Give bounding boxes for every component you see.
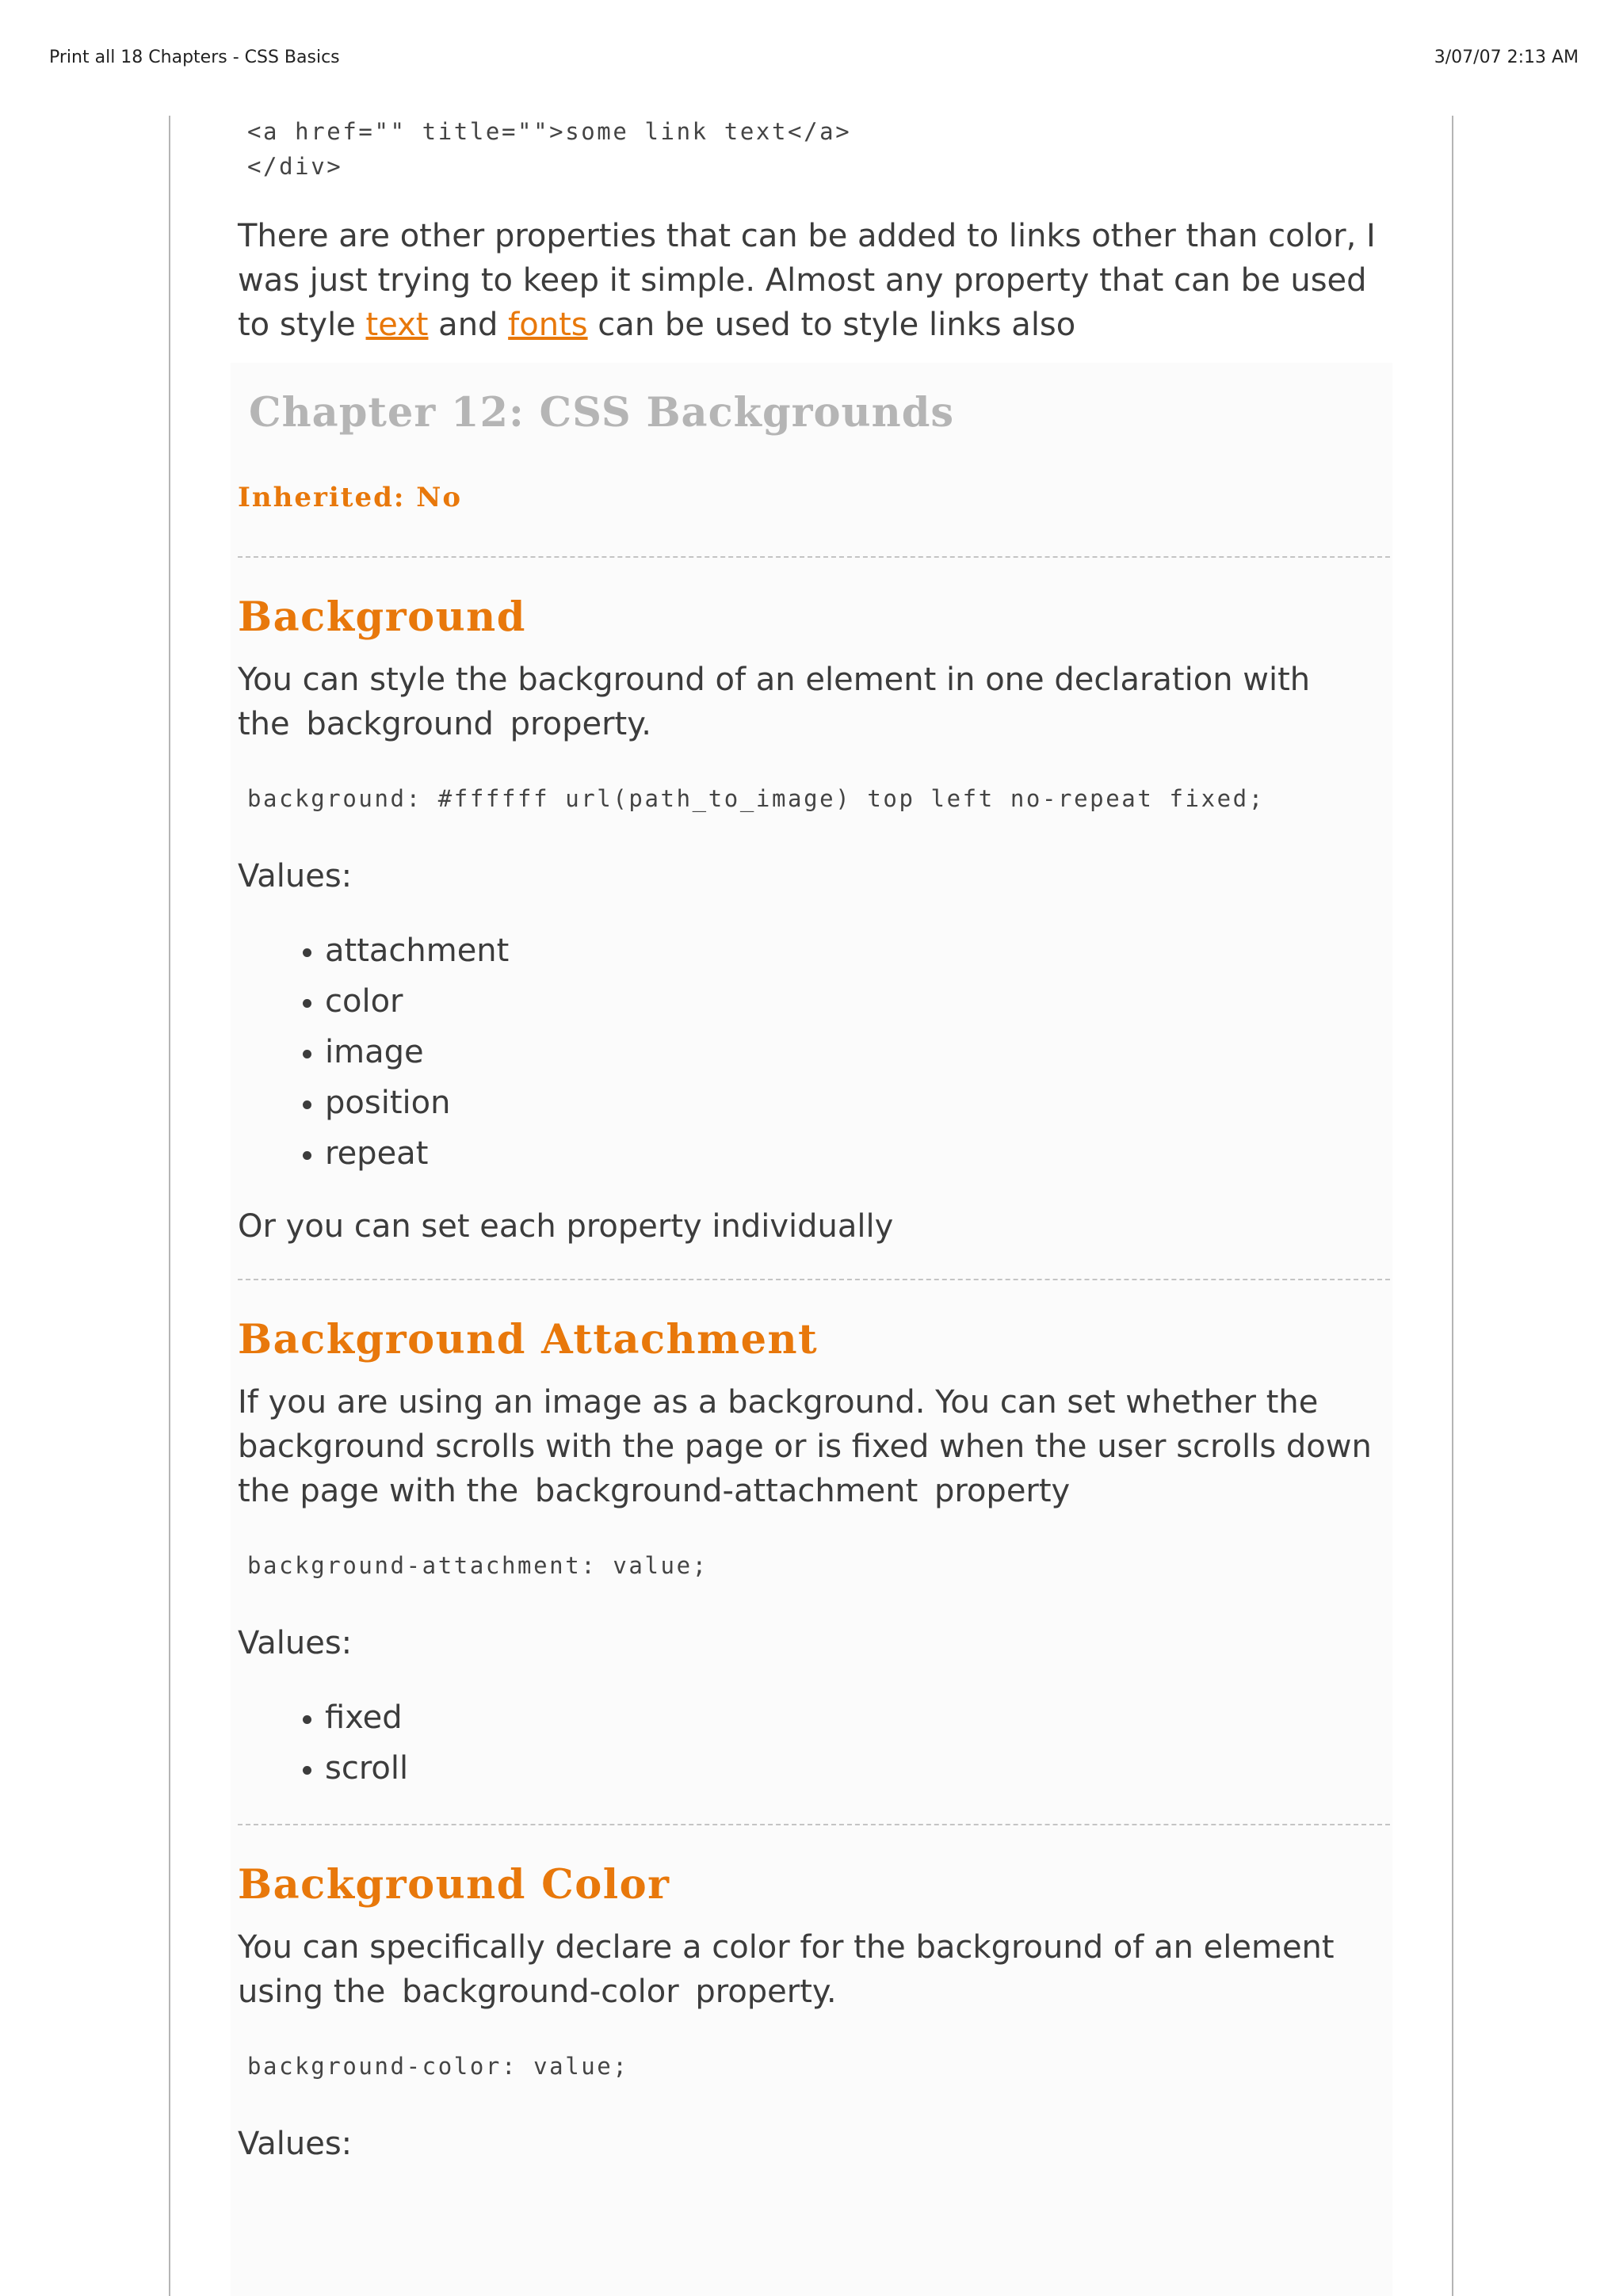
desc-text: property: [924, 1473, 1071, 1509]
attachment-heading: Background Attachment: [238, 1316, 819, 1363]
desc-text: property.: [499, 706, 651, 742]
list-item: • scroll: [325, 1743, 1395, 1794]
print-title: Print all 18 Chapters - CSS Basics: [49, 48, 340, 67]
property-name: background: [306, 706, 494, 742]
values-label: Values:: [238, 2126, 353, 2162]
list-item: • repeat: [325, 1128, 1395, 1179]
color-description: [238, 1925, 1347, 2014]
intro-and: and: [428, 307, 509, 343]
desc-text: property.: [685, 1974, 837, 2010]
right-page-rule: [1452, 116, 1453, 2296]
attachment-code: background-attachment: value;: [247, 1552, 708, 1579]
desc-text: If you are using an image as a background. You can set whether the background scrolls with the page or is fixed when the user scrolls down the page with the: [238, 1384, 1372, 1509]
section-divider: [238, 556, 1390, 558]
values-label: Values:: [238, 858, 353, 894]
list-item: • position: [325, 1077, 1395, 1128]
print-datetime: 3/07/07 2:13 AM: [1434, 48, 1579, 67]
list-item: • attachment: [325, 925, 1395, 976]
list-item: • fixed: [325, 1692, 1395, 1743]
text-link[interactable]: text: [365, 307, 429, 343]
list-item: • image: [325, 1027, 1395, 1077]
fonts-link[interactable]: fonts: [508, 307, 588, 343]
section-divider: [238, 1824, 1390, 1825]
values-label: Values:: [238, 1625, 353, 1661]
attachment-description: [238, 1380, 1379, 1513]
desc-text: You can style the background of an element in one declaration with the: [238, 662, 1311, 742]
article-content: [238, 111, 1395, 2166]
background-code: background: #ffffff url(path_to_image) top left no-repeat fixed;: [247, 785, 1265, 812]
color-heading: Background Color: [238, 1861, 670, 1909]
section-divider: [238, 1279, 1390, 1280]
desc-text: You can specifically declare a color for the background of an element using the: [238, 1929, 1335, 2010]
background-heading: Background: [238, 593, 526, 641]
color-code: background-color: value;: [247, 2053, 629, 2080]
attachment-values-list: [238, 1692, 1395, 1794]
chapter-title: Chapter 12: CSS Backgrounds: [249, 389, 955, 437]
individual-note: Or you can set each property individually: [238, 1208, 894, 1245]
intro-tail: can be used to style links also: [587, 307, 1076, 343]
top-code-block: [238, 114, 1395, 184]
intro-paragraph: [238, 214, 1379, 347]
code-line: </div>: [247, 153, 343, 180]
inherited-label: Inherited: No: [238, 482, 463, 513]
property-name: background-color: [402, 1974, 679, 2010]
background-description: [238, 658, 1371, 746]
list-item: • color: [325, 976, 1395, 1027]
intro-text: There are other properties that can be added to links other than color, I was just trying to keep it simple. Almost any property that can be used to style: [238, 218, 1376, 343]
background-values-list: [238, 925, 1395, 1179]
code-line: <a href="" title="">some link text</a>: [247, 118, 852, 145]
print-header: [0, 0, 1623, 119]
left-page-rule: [169, 116, 170, 2296]
property-name: background-attachment: [534, 1473, 918, 1509]
